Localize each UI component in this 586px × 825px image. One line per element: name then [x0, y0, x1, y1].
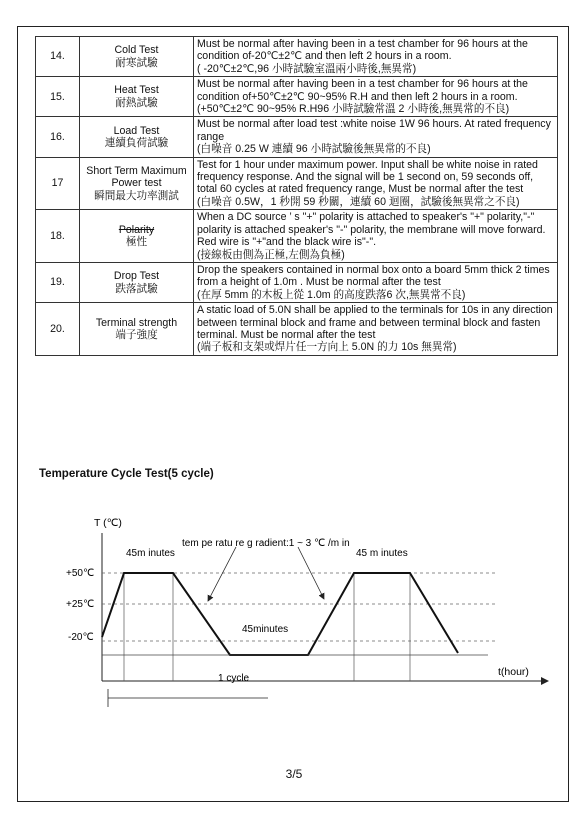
- test-item-cn: 連續負荷試驗: [104, 137, 169, 150]
- x-axis-label: t(hour): [498, 666, 529, 678]
- label-45min-left: 45m inutes: [126, 548, 175, 559]
- test-item-en: Heat Test: [114, 84, 159, 97]
- test-item-en: Short Term Maximum Power test: [86, 164, 187, 190]
- description-cn: (接線板由側為正極,左側為負極): [197, 248, 345, 261]
- description-en: Must be normal after having been in a test chamber for 96 hours at the condition of+50℃±2℃ 90~95% R.H and then left 2 hours in a room.: [197, 78, 528, 103]
- description-cn: (白噪音 0.5W，1 秒開 59 秒關，連續 60 迴圈，試驗後無異常之不良): [197, 195, 520, 208]
- description-en: Test for 1 hour under maximum power. Input shall be white noise in rated frequency response. And the signal will be 1 second on, 59 seconds off, total 60 cycles at rated frequency range, Must be normal after the test: [197, 158, 538, 196]
- description-en: When a DC source ’ s "+" polarity is attached to speaker's "+" polarity,"-" polarity is attached speaker's "-" polarity, the membrane will move forward. Red wire is "+"and the black wire is"-".: [197, 211, 546, 249]
- test-item-cn: 瞬間最大功率測試: [94, 189, 179, 202]
- test-item-cn: 耐熱試驗: [115, 96, 158, 109]
- label-45min-mid: 45minutes: [242, 624, 289, 635]
- description-cn: (白噪音 0.25 W 連續 96 小時試驗後無異常的不良): [197, 143, 431, 156]
- test-item-cn: 極性: [125, 236, 148, 249]
- document-page: [17, 26, 569, 802]
- description-cn: (+50℃±2℃ 90~95% R.H96 小時試驗常溫 2 小時後,無異常的不良): [197, 103, 510, 116]
- test-item-en: Cold Test: [114, 44, 159, 57]
- test-item-cn: 跌落試驗: [115, 282, 158, 295]
- temperature-profile-line: [102, 573, 458, 655]
- temperature-cycle-title: Temperature Cycle Test(5 cycle): [39, 468, 214, 480]
- description-en: Drop the speakers contained in normal box onto a board 5mm thick 2 times from a height of 1.0m . Must be normal after the test: [197, 263, 550, 289]
- row-number: 19.: [36, 262, 80, 302]
- temp-label-minus20: -20℃: [68, 632, 94, 643]
- description-en: Must be normal after load test :white noise 1W 96 hours. At rated frequency range: [197, 118, 551, 143]
- description-en: Must be normal after having been in a test chamber for 96 hours at the condition of-20℃±2℃ and then left 2 hours in a room.: [197, 38, 528, 63]
- description-cn: (端子板和支架或焊片任一方向上 5.0N 的力 10s 無異常): [197, 341, 457, 354]
- description-cn: ( -20℃±2℃,96 小時試驗室溫兩小時後,無異常): [197, 62, 417, 75]
- test-item-cn: 端子強度: [115, 328, 158, 341]
- description-en: A static load of 5.0N shall be applied to the terminals for 10s in any direction between terminal block and frame and between terminal block and fasten terminal. Must be normal after the test: [197, 304, 553, 341]
- y-axis-label: T (℃): [94, 517, 122, 529]
- row-number: 16.: [36, 117, 80, 157]
- gradient-note: tem pe ratu re g radient:1 ~ 3 ℃ /m in: [182, 538, 350, 549]
- temp-label-plus25: +25℃: [66, 599, 95, 610]
- test-item-cn: 耐寒試驗: [115, 56, 158, 69]
- page-number: 3/5: [285, 767, 303, 781]
- row-number: 20.: [36, 303, 80, 356]
- cycle-label: 1 cycle: [218, 673, 250, 684]
- test-item-en: Drop Test: [113, 270, 160, 283]
- description-cn: (在厚 5mm 的木板上從 1.0m 的高度跌落6 次,無異常不良): [197, 288, 466, 301]
- test-item-en: Terminal strength: [95, 316, 178, 329]
- label-45min-right: 45 m inutes: [356, 548, 408, 559]
- temperature-cycle-chart: [18, 27, 570, 803]
- row-number: 15.: [36, 77, 80, 117]
- row-number: 14.: [36, 37, 80, 77]
- row-number: 18.: [36, 210, 80, 263]
- test-item-en: Load Test: [113, 124, 160, 137]
- test-item-en: Polarity: [118, 223, 155, 236]
- temp-label-plus50: +50℃: [66, 568, 95, 579]
- row-number: 17: [36, 157, 80, 210]
